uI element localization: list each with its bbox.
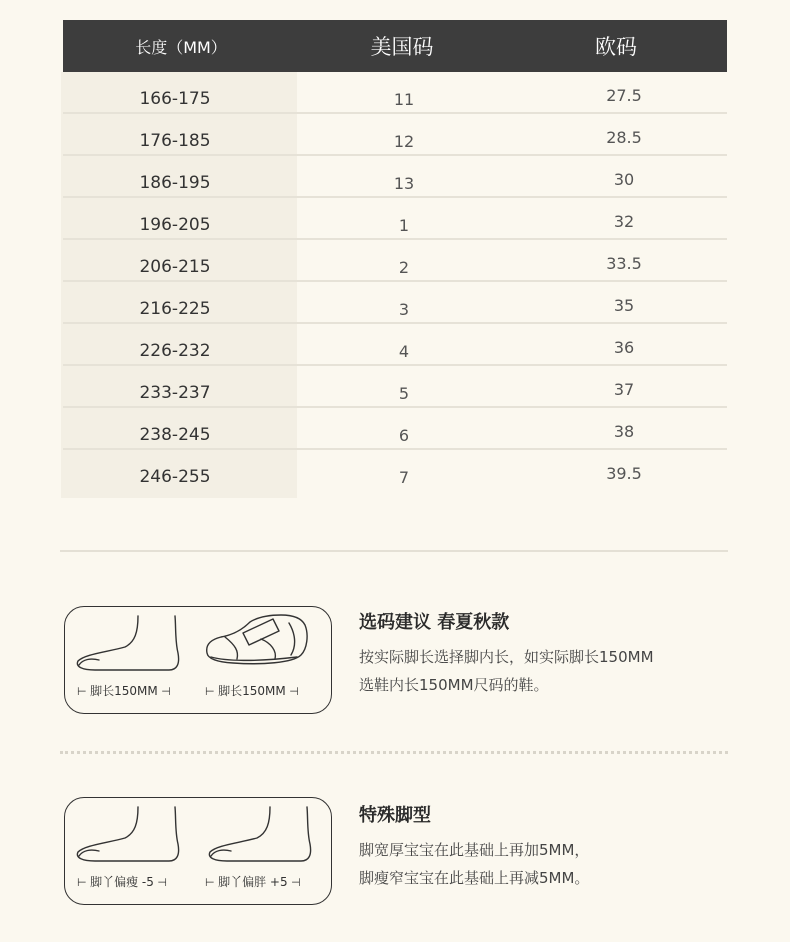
special-line: 脚瘦窄宝宝在此基础上再减5MM。 bbox=[359, 869, 590, 887]
cell-us: 2 bbox=[398, 258, 410, 277]
cell-length: 206-215 bbox=[139, 257, 211, 277]
thin-foot-icon bbox=[77, 807, 178, 861]
cell-length: 176-185 bbox=[139, 131, 211, 151]
cell-eu: 33.5 bbox=[606, 254, 642, 273]
shoe-icon bbox=[207, 615, 307, 664]
size-chart-table bbox=[63, 20, 727, 488]
diagram-caption-thin: ⊢ 脚丫偏瘦 -5 ⊣ bbox=[77, 875, 167, 889]
table-row bbox=[63, 450, 727, 488]
foot-icon bbox=[77, 616, 178, 670]
diagram-caption-foot: ⊢ 脚长150MM ⊣ bbox=[77, 684, 171, 698]
cell-us: 6 bbox=[398, 426, 410, 445]
cell-length: 233-237 bbox=[139, 383, 211, 403]
cell-us: 1 bbox=[398, 216, 410, 235]
table-row bbox=[63, 72, 727, 114]
header-eu-size: 欧码 bbox=[595, 35, 637, 59]
dotted-divider bbox=[60, 751, 728, 754]
cell-length: 216-225 bbox=[139, 299, 211, 319]
wide-foot-icon bbox=[209, 807, 310, 861]
cell-us: 12 bbox=[393, 132, 415, 151]
cell-us: 3 bbox=[398, 300, 410, 319]
cell-eu: 35 bbox=[613, 296, 635, 315]
foot-shoe-diagram bbox=[64, 606, 332, 714]
advice-title: 选码建议 春夏秋款 bbox=[359, 612, 510, 633]
special-line: 脚宽厚宝宝在此基础上再加5MM， bbox=[359, 841, 590, 859]
special-foot-info bbox=[359, 801, 589, 887]
cell-length: 238-245 bbox=[139, 425, 211, 445]
table-body bbox=[63, 72, 727, 488]
table-row bbox=[63, 114, 727, 156]
cell-eu: 32 bbox=[613, 212, 635, 231]
advice-line: 按实际脚长选择脚内长，如实际脚长150MM bbox=[359, 648, 654, 666]
cell-length: 196-205 bbox=[139, 215, 211, 235]
cell-us: 5 bbox=[398, 384, 410, 403]
header-us-size: 美国码 bbox=[370, 35, 434, 59]
diagram-caption-shoe: ⊢ 脚长150MM ⊣ bbox=[205, 684, 299, 698]
cell-length: 186-195 bbox=[139, 173, 211, 193]
advice-line: 选鞋内长150MM尺码的鞋。 bbox=[359, 676, 549, 694]
table-row bbox=[63, 240, 727, 282]
cell-eu: 30 bbox=[613, 170, 635, 189]
cell-us: 13 bbox=[393, 174, 415, 193]
cell-length: 246-255 bbox=[139, 467, 211, 487]
foot-type-diagram bbox=[64, 797, 332, 905]
table-row bbox=[63, 282, 727, 324]
header-length: 长度（MM） bbox=[135, 37, 227, 57]
cell-length: 226-232 bbox=[139, 341, 211, 361]
special-title: 特殊脚型 bbox=[359, 805, 431, 826]
cell-us: 4 bbox=[398, 342, 410, 361]
table-header bbox=[63, 20, 727, 72]
sizing-advice bbox=[359, 608, 654, 694]
cell-eu: 37 bbox=[613, 380, 635, 399]
table-row bbox=[63, 198, 727, 240]
cell-eu: 27.5 bbox=[606, 86, 642, 105]
cell-eu: 39.5 bbox=[606, 464, 642, 483]
table-row bbox=[63, 156, 727, 198]
cell-us: 11 bbox=[393, 90, 415, 109]
cell-eu: 36 bbox=[613, 338, 635, 357]
section-divider bbox=[60, 550, 728, 552]
cell-length: 166-175 bbox=[139, 89, 211, 109]
table-row bbox=[63, 408, 727, 450]
cell-eu: 38 bbox=[613, 422, 635, 441]
cell-us: 7 bbox=[398, 468, 410, 487]
table-row bbox=[63, 366, 727, 408]
diagram-caption-wide: ⊢ 脚丫偏胖 +5 ⊣ bbox=[205, 875, 301, 889]
table-row bbox=[63, 324, 727, 366]
cell-eu: 28.5 bbox=[606, 128, 642, 147]
